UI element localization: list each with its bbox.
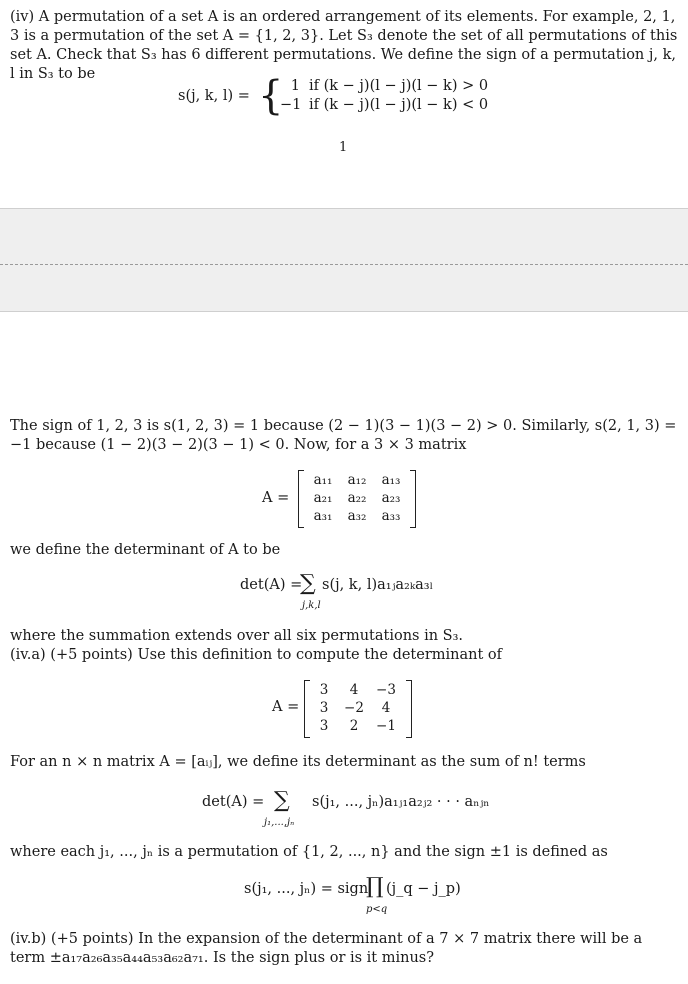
detn-sum-symbol: ∑ [274, 788, 290, 813]
matrix-cell: −2 [344, 700, 364, 716]
summation-note: where the summation extends over all six permutations in S₃. [10, 628, 464, 644]
case-2-condition: if (k − j)(l − j)(l − k) < 0 [309, 97, 489, 113]
product-index: p<q [366, 904, 388, 915]
matrix-cell: −1 [376, 718, 396, 734]
case-1-value: 1 [290, 78, 300, 94]
matrix-cell: a₁₁ [313, 472, 333, 488]
sign-n-intro: where each j₁, ..., jₙ is a permutation of {1, 2, ..., n} and the sign ±1 is defined as [10, 844, 608, 860]
matrix-cell: 3 [319, 682, 329, 698]
matrix-cell: −3 [376, 682, 396, 698]
numeric-matrix [310, 680, 406, 736]
matrix-cell: a₁₂ [347, 472, 367, 488]
sign-examples-paragraph: The sign of 1, 2, 3 is s(1, 2, 3) = 1 because (2 − 1)(3 − 1)(3 − 2) > 0. Similarly, s(2, 1, 3) = −1 because (1 − 2)(3 − 2)(3 − 1) < 0. Now, for a 3 × 3 matrix [10, 418, 677, 453]
detn-sum-index: j₁,...,jₙ [264, 817, 295, 828]
matrix-cell: a₃₂ [347, 508, 367, 524]
product-symbol: ∏ [366, 874, 384, 899]
matrix-right-bracket [410, 470, 416, 528]
numeric-matrix-lhs: A = [272, 699, 300, 715]
det-lhs: det(A) = [240, 577, 303, 593]
sum-symbol: ∑ [300, 571, 316, 596]
sign-n-rhs: (j_q − j_p) [386, 881, 461, 897]
question-iv-b: (iv.b) (+5 points) In the expansion of the determinant of a 7 × 7 matrix there will be a term ±a₁₇a₂₆a₃₅a₄₄a₅₃a₆₂a₇₁. Is the sign plus or is it minus? [10, 931, 643, 966]
matrix-cell: a₁₃ [381, 472, 401, 488]
numeric-matrix-right-bracket [406, 680, 412, 738]
detn-lhs: det(A) = [202, 794, 265, 810]
nxn-intro: For an n × n matrix A = [aᵢⱼ], we define its determinant as the sum of n! terms [10, 754, 586, 770]
question-iv-a: (iv.a) (+5 points) Use this definition to compute the determinant of [10, 647, 503, 663]
sign-n-lhs: s(j₁, ..., jₙ) = sign [244, 881, 369, 897]
matrix-cell: a₃₃ [381, 508, 401, 524]
matrix-cell: 2 [349, 718, 359, 734]
left-brace: { [258, 73, 284, 119]
intro-paragraph: (iv) A permutation of a set A is an ordered arrangement of its elements. For example, 2, 1, 3 is a permutation of the set A = {1, 2, 3}. Let S₃ denote the set of all permutations of this set A. Check that S₃ has 6 different permutations. We define the sign of a permutation j, k, l in S₃ to be [10, 9, 678, 82]
determinant-intro: we define the determinant of A to be [10, 542, 281, 558]
matrix-cell: 3 [319, 700, 329, 716]
matrix-cell: 4 [349, 682, 359, 698]
detn-summand: s(j₁, ..., jₙ)a₁ⱼ₁a₂ⱼ₂ · · · aₙⱼₙ [312, 794, 490, 810]
matrix-cell: a₂₃ [381, 490, 401, 506]
sum-index: j,k,l [302, 600, 321, 611]
matrix-cell: 4 [381, 700, 391, 716]
matrix-cell: a₃₁ [313, 508, 333, 524]
page-break-line [0, 264, 688, 265]
case-1-condition: if (k − j)(l − j)(l − k) > 0 [309, 78, 489, 94]
matrix-left-bracket [298, 470, 304, 528]
matrix-cell: 3 [319, 718, 329, 734]
det-summand: s(j, k, l)a₁ⱼa₂ₖa₃ₗ [322, 577, 434, 593]
matrix-lhs: A = [262, 490, 290, 506]
page-number: 1 [339, 140, 348, 155]
general-matrix [306, 470, 410, 526]
matrix-cell: a₂₂ [347, 490, 367, 506]
page-break-gap [0, 208, 688, 312]
sign-definition-lhs: s(j, k, l) = [178, 88, 250, 104]
matrix-cell: a₂₁ [313, 490, 333, 506]
case-2-value: −1 [280, 97, 302, 113]
